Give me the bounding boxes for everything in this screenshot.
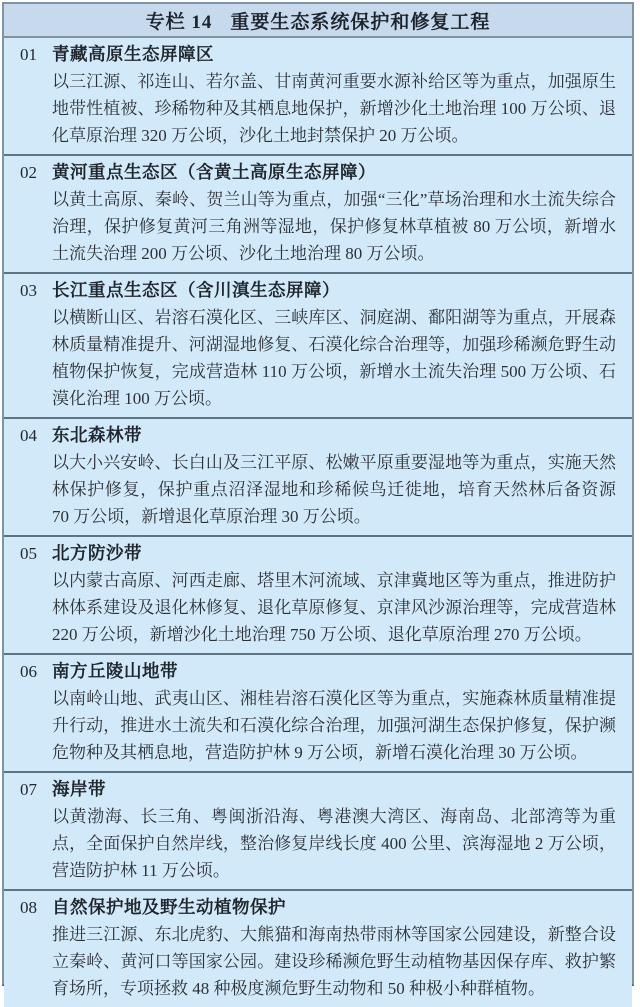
section-title: 黄河重点生态区（含黄土高原生态屏障） xyxy=(52,162,376,182)
section-header xyxy=(20,41,616,68)
section-row-01 xyxy=(4,38,632,154)
column-box-panel xyxy=(2,2,634,998)
section-header xyxy=(20,277,616,304)
section-row-07 xyxy=(4,771,632,889)
section-title: 青藏高原生态屏障区 xyxy=(52,44,214,64)
section-row-05 xyxy=(4,535,632,653)
section-number: 05 xyxy=(20,544,37,563)
section-title: 自然保护地及野生动植物保护 xyxy=(52,897,286,917)
section-number: 06 xyxy=(20,662,37,681)
section-body: 以南岭山地、武夷山区、湘桂岩溶石漠化区等为重点，实施森林质量精准提升行动，推进水土流失和石漠化综合治理，加强河湖生态保护修复，保护濒危物种及其栖息地，营造防护林 9 万公顷，新增石漠化治理 30 万公顷。 xyxy=(52,689,616,762)
section-body: 以黄土高原、秦岭、贺兰山等为重点，加强“三化”草场治理和水土流失综合治理，保护修复黄河三角洲等湿地，保护修复林草植被 80 万公顷，新增水土流失治理 200 万公顷、沙化土地治理 80 万公顷。 xyxy=(52,190,616,263)
section-number: 08 xyxy=(20,898,37,917)
section-header xyxy=(20,159,616,186)
section-body: 以内蒙古高原、河西走廊、塔里木河流域、京津冀地区等为重点，推进防护林体系建设及退化林修复、退化草原修复、京津风沙源治理等，完成营造林 220 万公顷，新增沙化土地治理 750 万公顷、退化草原治理 270 万公顷。 xyxy=(52,571,616,644)
section-body: 以横断山区、岩溶石漠化区、三峡库区、洞庭湖、鄱阳湖等为重点，开展森林质量精准提升、河湖湿地修复、石漠化综合治理等，加强珍稀濒危野生动植物保护恢复，完成营造林 110 万公顷，新增水土流失治理 500 万公顷、石漠化治理 100 万公顷。 xyxy=(52,308,616,408)
section-body: 以黄渤海、长三角、粤闽浙沿海、粤港澳大湾区、海南岛、北部湾等为重点，全面保护自然岸线，整治修复岸线长度 400 公里、滨海湿地 2 万公顷，营造防护林 11 万公顷。 xyxy=(52,807,616,880)
section-body: 推进三江源、东北虎豹、大熊猫和海南热带雨林等国家公园建设，新整合设立秦岭、黄河口等国家公园。建设珍稀濒危野生动植物基因保存库、救护繁育场所，专项拯救 48 种极度濒危野生动物和 50 种极小种群植物。 xyxy=(52,925,616,998)
section-title: 海岸带 xyxy=(52,779,106,799)
sections-container xyxy=(4,38,632,1007)
panel-title-main: 重要生态系统保护和修复工程 xyxy=(230,11,491,33)
section-number: 04 xyxy=(20,426,37,445)
section-row-06 xyxy=(4,653,632,771)
section-header xyxy=(20,422,616,449)
section-number: 02 xyxy=(20,163,37,182)
section-title: 北方防沙带 xyxy=(52,543,142,563)
section-title: 东北森林带 xyxy=(52,425,142,445)
section-number: 01 xyxy=(20,45,37,64)
panel-title-bar xyxy=(4,4,632,38)
section-body: 以三江源、祁连山、若尔盖、甘南黄河重要水源补给区等为重点，加强原生地带性植被、珍稀物种及其栖息地保护，新增沙化土地治理 100 万公顷、退化草原治理 320 万公顷，沙化土地封禁保护 20 万公顷。 xyxy=(52,72,616,145)
section-number: 07 xyxy=(20,780,37,799)
section-title: 南方丘陵山地带 xyxy=(52,661,178,681)
section-number: 03 xyxy=(20,281,37,300)
section-header xyxy=(20,776,616,803)
section-row-03 xyxy=(4,272,632,417)
section-header xyxy=(20,894,616,921)
section-header xyxy=(20,658,616,685)
section-header xyxy=(20,540,616,567)
section-row-04 xyxy=(4,417,632,535)
panel-title-prefix: 专栏 14 xyxy=(145,11,213,33)
section-row-02 xyxy=(4,154,632,272)
section-title: 长江重点生态区（含川滇生态屏障） xyxy=(52,280,340,300)
section-row-08 xyxy=(4,889,632,1007)
section-body: 以大小兴安岭、长白山及三江平原、松嫩平原重要湿地等为重点，实施天然林保护修复，保护重点沼泽湿地和珍稀候鸟迁徙地，培育天然林后备资源 70 万公顷，新增退化草原治理 30 万公顷。 xyxy=(52,453,616,526)
